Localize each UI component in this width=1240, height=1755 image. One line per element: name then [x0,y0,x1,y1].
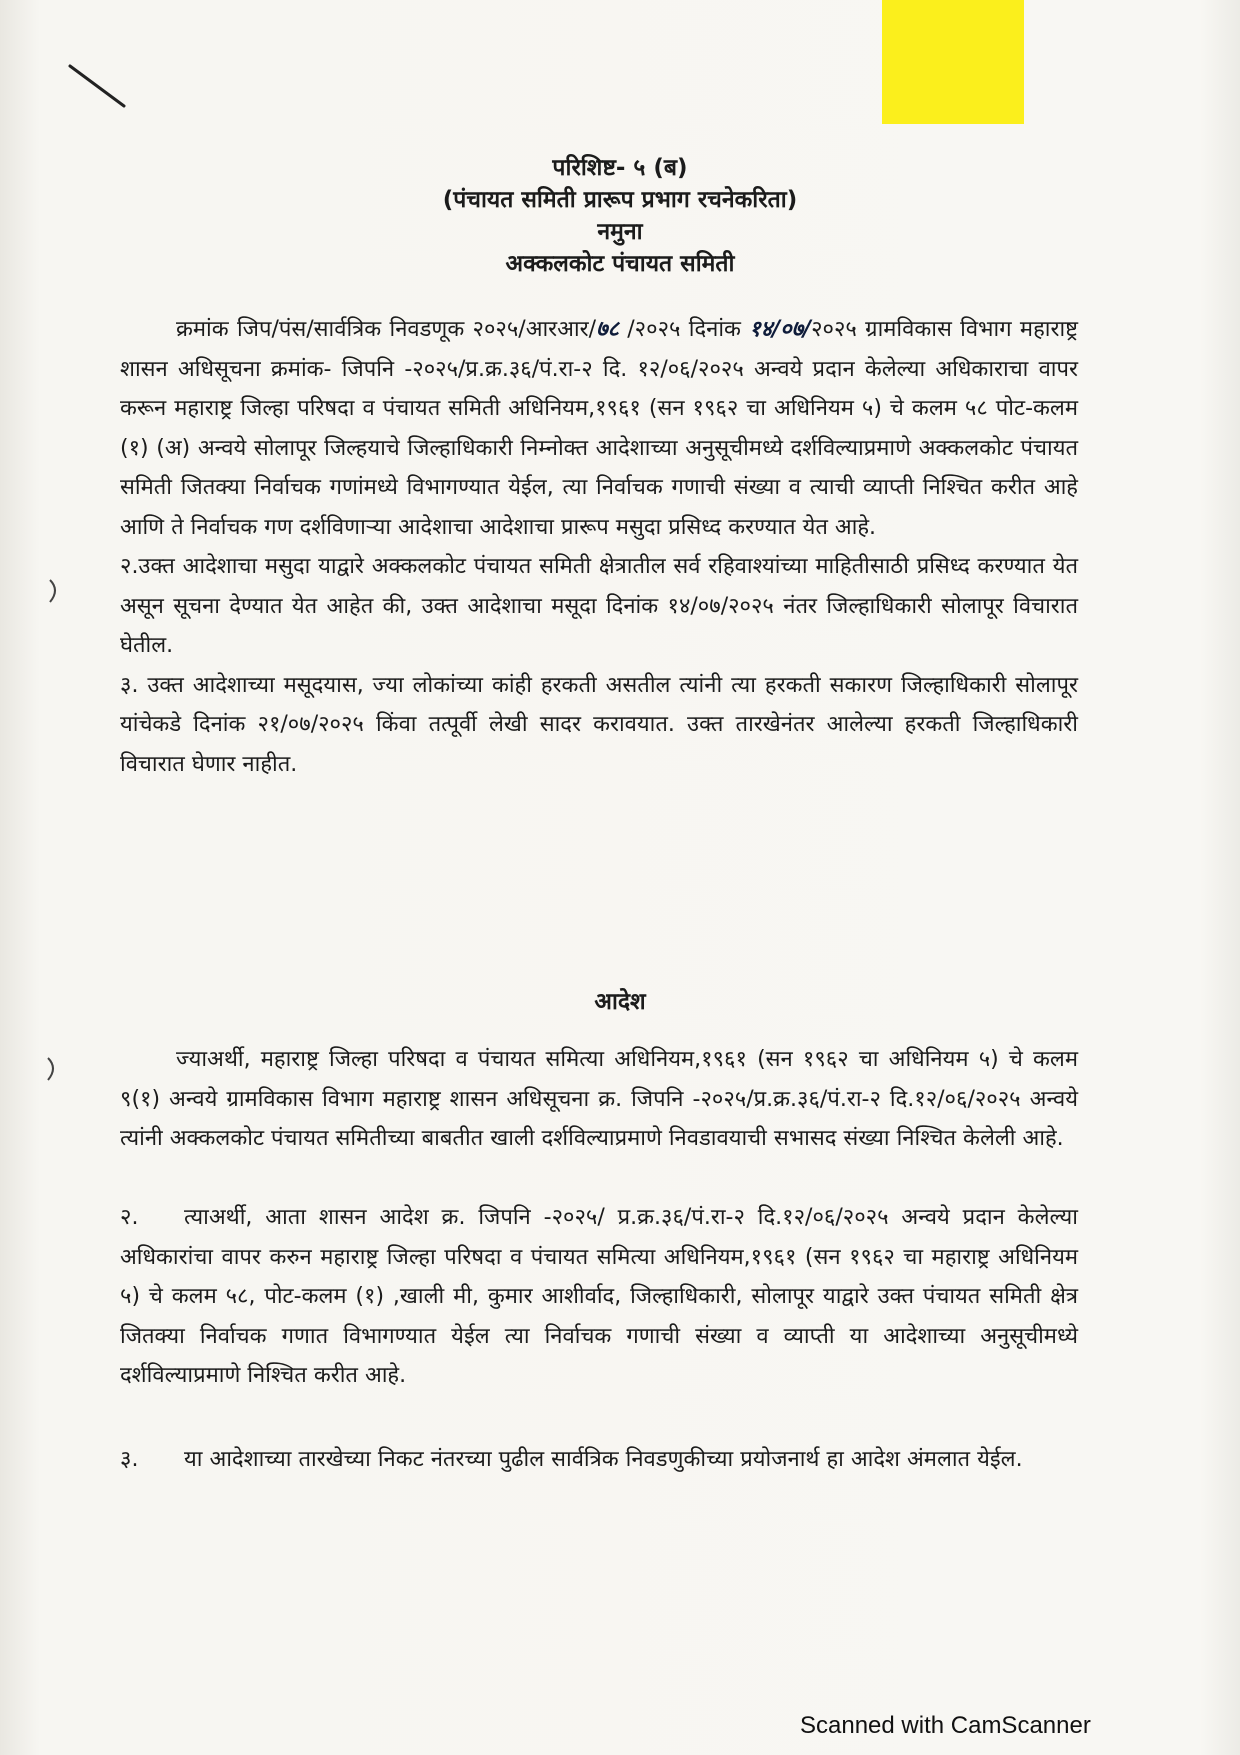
appendix-subtitle: (पंचायत समिती प्रारूप प्रभाग रचनेकरिता) [442,187,798,213]
binder-hole-mark [44,1056,60,1082]
order-paragraph-1 [120,1040,1078,1159]
form-label: नमुना [597,219,643,245]
paragraph-number: ३. [120,1447,139,1472]
intro-paragraph-2: २.उक्त आदेशाचा मसुदा याद्वारे अक्कलकोट पंचायत समिती क्षेत्रातील सर्व रहिवाश्यांच्या माहितीसाठी प्रसिध्द करण्यात येत असून सूचना देण्यात येत आहेत की, उक्त आदेशाचा मसूदा दिनांक १४/०७/२०२५ नंतर जिल्हाधिकारी सोलापूर विचारात घेतील. [120,554,1078,658]
intro-paragraph-1-body: २०२५ ग्रामविकास विभाग महाराष्ट्र शासन अधिसूचना क्रमांक- जिपनि -२०२५/प्र.क्र.३६/पं.रा-२ दि. १२/०६/२०२५ अन्वये प्रदान केलेल्या अधिकाराचा वापर करून महाराष्ट्र जिल्हा परिषदा व पंचायत समिती अधिनियम,१९६१ (सन १९६२ चा अधिनियम ५) चे कलम ५८ पोट-कलम (१) (अ) अन्वये सोलापूर जिल्हयाचे जिल्हाधिकारी निम्नोक्त आदेशाच्या अनुसूचीमध्ये दर्शविल्याप्रमाणे अक्कलकोट पंचायत समिती जितक्या निर्वाचक गणांमध्ये विभागण्यात येईल, त्या निर्वाचक गणाची संख्या व त्याची व्याप्ती निश्चित करीत आहे आणि ते निर्वाचक गण दर्शविणाऱ्या आदेशाचा आदेशाचा प्रारूप मसुदा प्रसिध्द करण्यात येत आहे. [120,317,1078,540]
reference-prefix: क्रमांक जिप/पंस/सार्वत्रिक निवडणूक २०२५/आरआर/ [176,317,597,342]
intro-paragraph-1 [120,310,1078,547]
intro-paragraph-3: ३. उक्त आदेशाच्या मसूदयास, ज्या लोकांच्या कांही हरकती असतील त्यांनी त्या हरकती सकारण जिल्हाधिकारी सोलापूर यांचेकडे दिनांक २१/०७/२०२५ किंवा तत्पूर्वी लेखी सादर करावयात. उक्त तारखेनंतर आलेल्या हरकती जिल्हाधिकारी विचारात घेणार नाहीत. [120,672,1078,777]
appendix-title: परिशिष्ट- ५ (ब) [552,155,688,181]
binder-hole-mark [46,578,62,604]
order-paragraph-3 [120,1440,1078,1480]
order-paragraph-2-text: त्याअर्थी, आता शासन आदेश क्र. जिपनि -२०२५/ प्र.क्र.३६/पं.रा-२ दि.१२/०६/२०२५ अन्वये प्रदान केलेल्या अधिकारांचा वापर करुन महाराष्ट्र जिल्हा परिषदा व पंचायत समित्या अधिनियम,१९६१ (सन १९६२ चा महाराष्ट्र अधिनियम ५) चे कलम ५८, पोट-कलम (१) ,खाली मी, कुमार आशीर्वाद, जिल्हाधिकारी, सोलापूर याद्वारे उक्त पंचायत समिती क्षेत्र जितक्या निर्वाचक गणात विभागण्यात येईल त्या निर्वाचक गणाची संख्या व व्याप्ती या आदेशाच्या अनुसूचीमध्ये दर्शविल्याप्रमाणे निश्चित करीत आहे. [120,1205,1078,1388]
order-paragraph-1-text: ज्याअर्थी, महाराष्ट्र जिल्हा परिषदा व पंचायत समित्या अधिनियम,१९६१ (सन १९६२ चा अधिनियम ५) चे कलम ९(१) अन्वये ग्रामविकास विभाग महाराष्ट्र शासन अधिसूचना क्र. जिपनि -२०२५/प्र.क्र.३६/पं.रा-२ दि.१२/०६/२०२५ अन्वये त्यांनी अक्कलकोट पंचायत समितीच्या बाबतीत खाली दर्शविल्याप्रमाणे निवडावयाची सभासद संख्या निश्चित केलेली आहे. [120,1047,1078,1151]
handwritten-number: ७८ [596,317,619,342]
order-paragraph-3-text: या आदेशाच्या तारखेच्या निकट नंतरच्या पुढील सार्वत्रिक निवडणुकीच्या प्रयोजनार्थ हा आदेश अंमलात येईल. [184,1447,1023,1472]
sticky-note [882,0,1024,124]
committee-name: अक्कलकोट पंचायत समिती [505,251,735,277]
order-paragraph-2 [120,1198,1078,1396]
document-header [0,152,1240,280]
scanner-watermark: Scanned with CamScanner [800,1712,1091,1739]
order-heading: आदेश [594,989,646,1015]
handwritten-date: १४/०७/ [749,317,812,342]
notification-intro [120,310,1078,784]
reference-mid: /२०२५ दिनांक [618,317,750,342]
pen-stroke-mark [68,62,128,110]
paragraph-number: २. [120,1205,139,1230]
